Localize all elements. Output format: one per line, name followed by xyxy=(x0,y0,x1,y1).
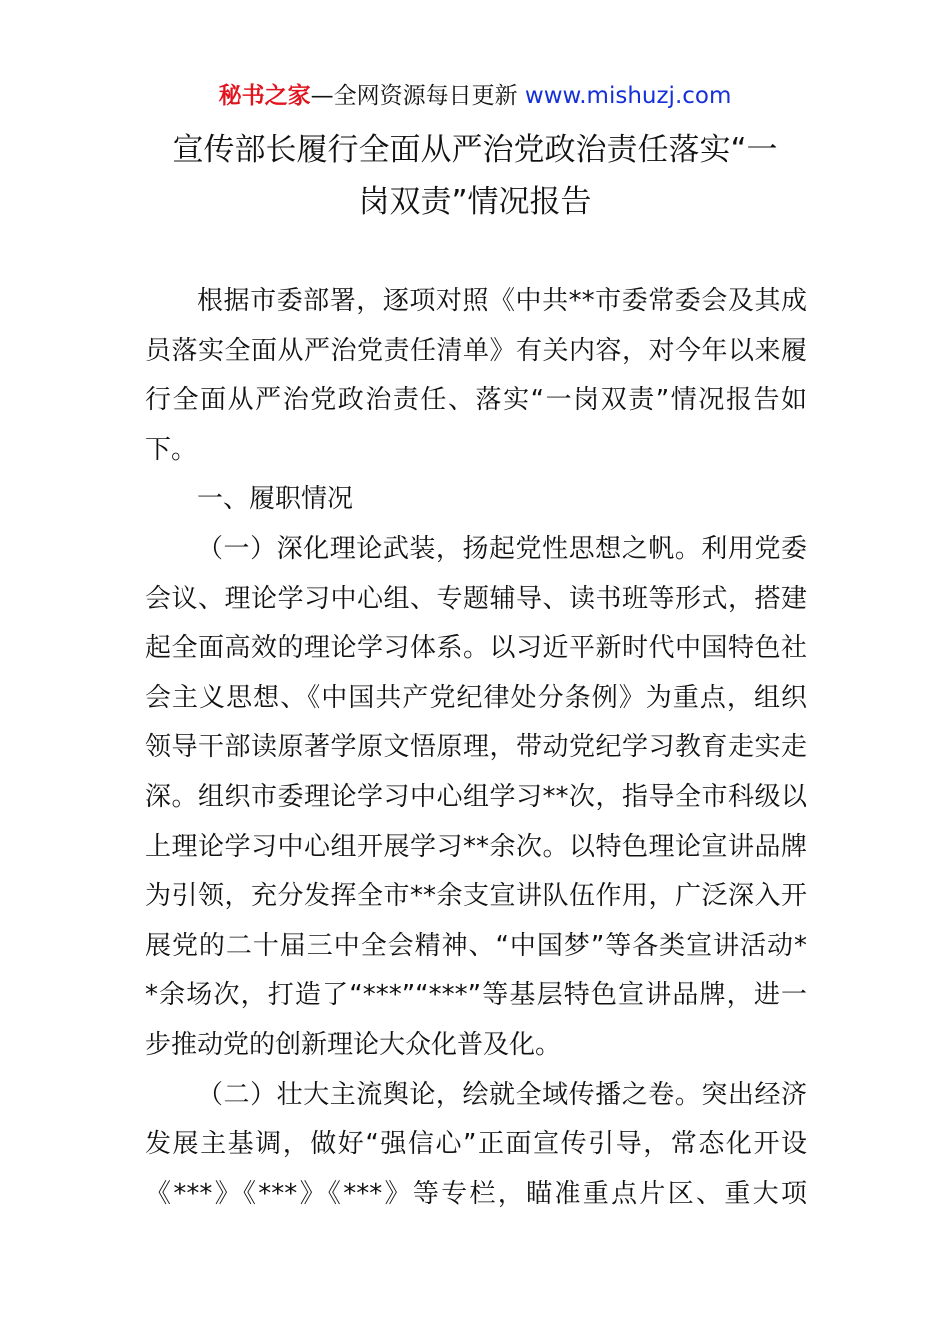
paragraph-intro xyxy=(145,277,807,475)
text-line: 深。组织市委理论学习中心组学习**次，指导全市科级以 xyxy=(145,781,807,812)
text-line: 行全面从严治党政治责任、落实“一岗双责”情况报告如 xyxy=(145,385,807,416)
document-body xyxy=(145,277,807,1219)
text-line: 《***》《***》《***》等专栏，瞄准重点片区、重大项 xyxy=(145,1178,807,1209)
text-line: *余场次，打造了“***”“***”等基层特色宣讲品牌，进一 xyxy=(145,980,807,1011)
paragraph-theory xyxy=(145,525,807,1071)
text-line: 为引领，充分发挥全市**余支宣讲队伍作用，广泛深入开 xyxy=(145,881,807,912)
text-line: 会主义思想、《中国共产党纪律处分条例》为重点，组织 xyxy=(145,682,807,713)
document-title xyxy=(100,124,850,228)
site-url-link[interactable]: www.mishuzj.com xyxy=(524,83,732,109)
brand-name: 秘书之家 xyxy=(218,83,311,109)
text-line: 起全面高效的理论学习体系。以习近平新时代中国特色社 xyxy=(145,633,807,664)
text-line: 根据市委部署，逐项对照《中共**市委常委会及其成 xyxy=(197,286,807,316)
text-line: 领导干部读原著学原文悟原理，带动党纪学习教育走实走 xyxy=(145,732,807,763)
heading-line: 一、履职情况 xyxy=(197,484,354,515)
title-line-1: 宣传部长履行全面从严治党政治责任落实“一 xyxy=(172,132,778,168)
header-tagline: —全网资源每日更新 xyxy=(310,83,525,109)
text-line: 会议、理论学习中心组、专题辅导、读书班等形式，搭建 xyxy=(145,583,807,614)
section-heading xyxy=(145,475,807,525)
text-line: 发展主基调，做好“强信心”正面宣传引导，常态化开设 xyxy=(145,1129,807,1160)
paragraph-opinion xyxy=(145,1071,807,1220)
text-line: （二）壮大主流舆论，绘就全域传播之卷。突出经济 xyxy=(197,1079,807,1110)
text-line: （一）深化理论武装，扬起党性思想之帆。利用党委 xyxy=(197,533,807,564)
text-line: 员落实全面从严治党责任清单》有关内容，对今年以来履 xyxy=(145,335,807,366)
text-line: 下。 xyxy=(145,434,198,465)
text-line: 展党的二十届三中全会精神、“中国梦”等各类宣讲活动* xyxy=(145,930,807,961)
title-line-2: 岗双责”情况报告 xyxy=(358,184,592,220)
text-line: 步推动党的创新理论大众化普及化。 xyxy=(145,1029,562,1060)
site-header xyxy=(0,80,950,112)
text-line: 上理论学习中心组开展学习**余次。以特色理论宣讲品牌 xyxy=(145,831,807,862)
